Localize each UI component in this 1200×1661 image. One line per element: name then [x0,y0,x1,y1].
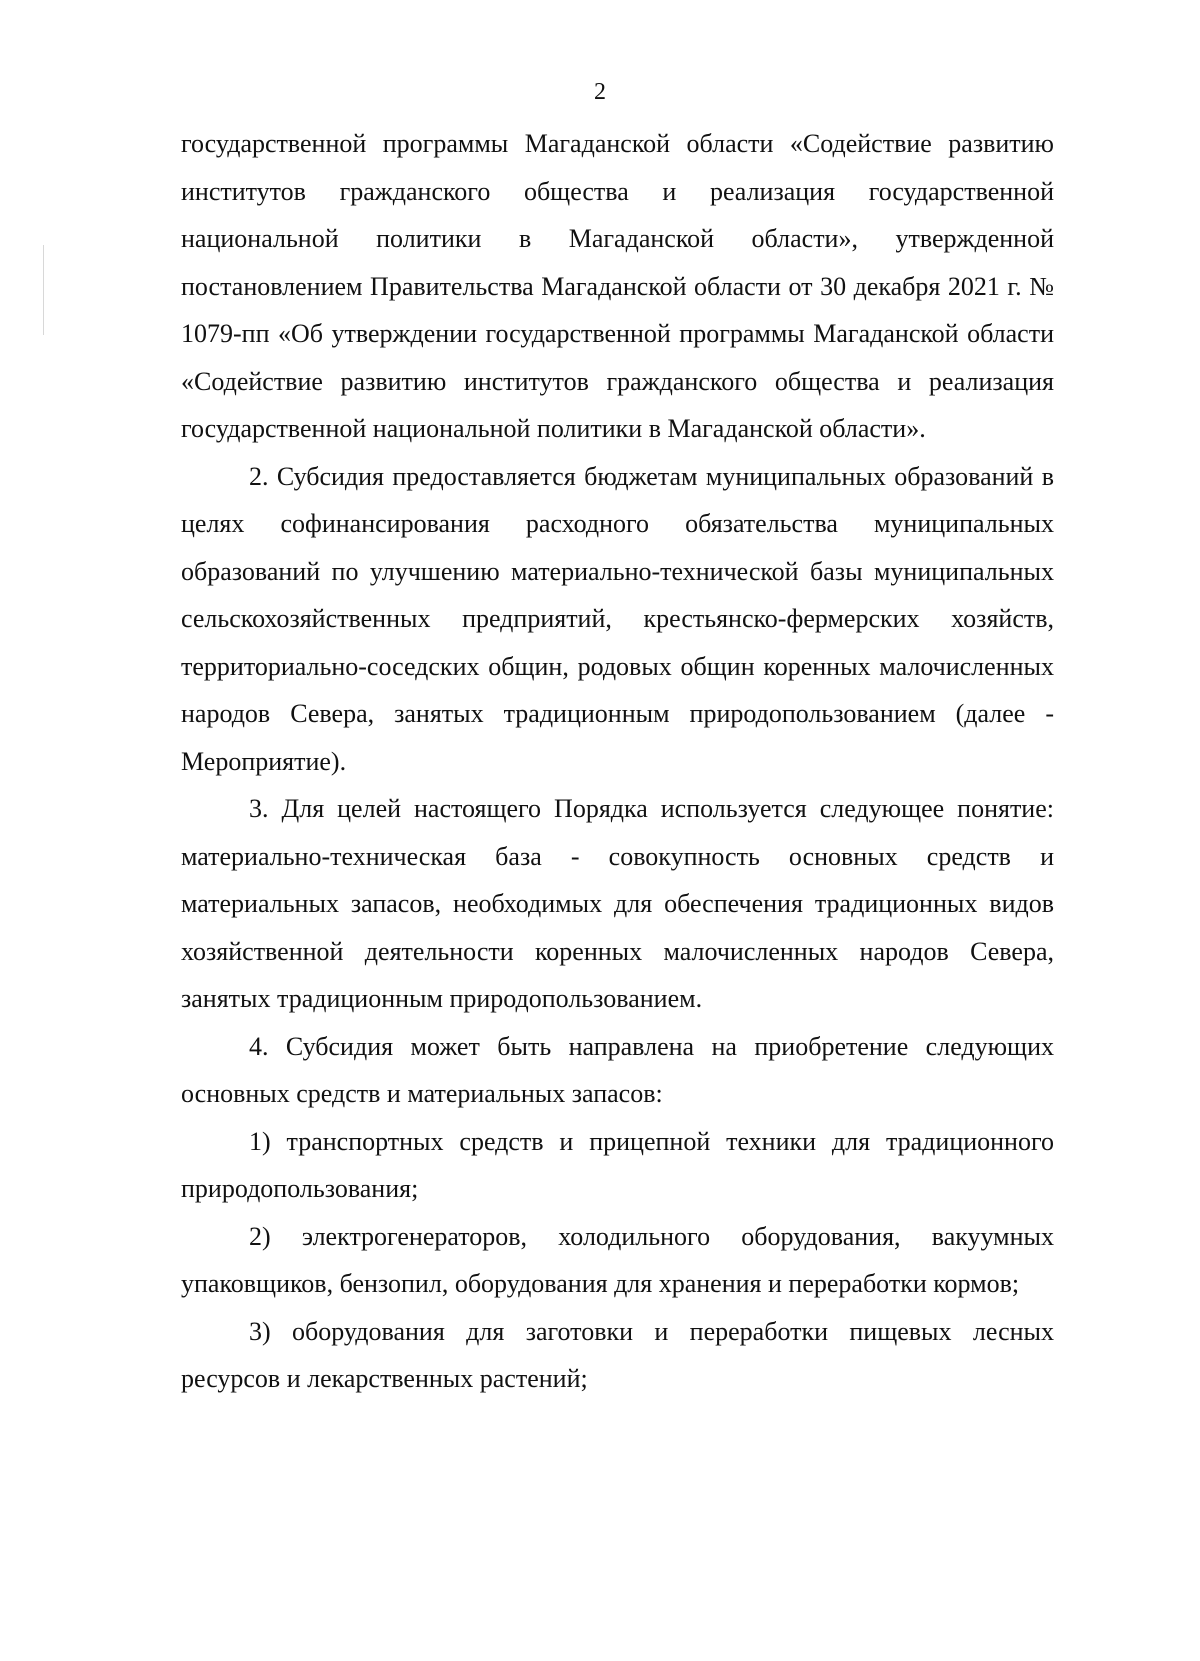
paragraph-continuation: государственной программы Магаданской области «Содействие развитию институтов гражданского общества и реализация государственной национальной политики в Магаданской области», утвержденной постановлением Правительства Магаданской области от 30 декабря 2021 г. № 1079-пп «Об утверждении государственной программы Магаданской области «Содействие развитию институтов гражданского общества и реализация государственной национальной политики в Магаданской области». [181,129,1054,443]
list-item-3: 3) оборудования для заготовки и переработки пищевых лесных ресурсов и лекарственных растений; [181,1316,1054,1393]
page-number: 2 [594,79,606,105]
paragraph-item-2: 2. Субсидия предоставляется бюджетам муниципальных образований в целях софинансирования расходного обязательства муниципальных образований по улучшению материально-технической базы муниципальных сельскохозяйственных предприятий, крестьянско-фермерских хозяйств, территориально-соседских общин, родовых общин коренных малочисленных народов Севера, занятых традиционным природопользованием (далее - Мероприятие). [181,461,1054,776]
paragraph-item-4: 4. Субсидия может быть направлена на приобретение следующих основных средств и материальных запасов: [181,1031,1054,1108]
paragraph-item-3: 3. Для целей настоящего Порядка используется следующее понятие: материально-техническая база - совокупность основных средств и материальных запасов, необходимых для обеспечения традиционных видов хозяйственной деятельности коренных малочисленных народов Севера, занятых традиционным природопользованием. [181,794,1054,1013]
scan-margin-mark [43,245,44,335]
list-item-1: 1) транспортных средств и прицепной техники для традиционного природопользования; [181,1126,1054,1203]
document-body [181,120,1054,1403]
list-item-2: 2) электрогенераторов, холодильного оборудования, вакуумных упаковщиков, бензопил, оборудования для хранения и переработки кормов; [181,1221,1054,1298]
